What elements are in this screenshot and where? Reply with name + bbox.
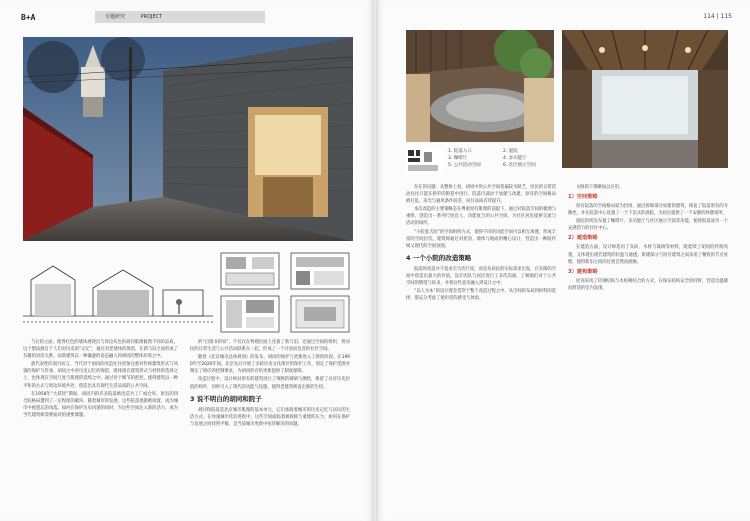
caption-item: 4. 多功能厅: [503, 156, 527, 161]
paragraph: 屋顶采用了轻钢结构与木构相结合的方式，在保证结构安全的同时，营造出温暖而舒适的室内氛围。: [568, 278, 728, 291]
paragraph: 的“白墙书的说”，不仅仅在物理层面上连接了新与旧，还通过空间的组织，将居民的日常生活与公共活动联系在一起，形成了一个开放而包容的社区空间。: [190, 340, 350, 353]
section-title: 专题研究: [105, 14, 126, 20]
section-heading-4: 4 一个小院的改造策略: [406, 253, 472, 262]
building-section-drawing: [23, 250, 213, 330]
caption-item: 6. 社区展示空间: [503, 163, 536, 168]
hutong-street-photo: [23, 37, 353, 241]
figure-caption: [448, 148, 558, 169]
section-subtitle: PROJECT: [140, 14, 163, 20]
paragraph: 在1958年“大跃进”期间，胡同内的许多院落被改造为工厂或仓库，原有的四合院格局遭到了一定程度的破坏。随着城市的发展，这些院落逐渐被闲置，成为城市中被遗忘的角落。如何在保护历史风貌的同时，为这些空间注入新的活力，成为当代建筑师需要面对的重要课题。: [23, 391, 178, 418]
left-text-column-2: [190, 339, 350, 514]
page-number: 114 | 115: [703, 13, 732, 20]
plan-thumbnail-4: [290, 295, 350, 333]
subheading-tectonic-strategy: 3）建构策略: [568, 268, 598, 275]
plan-thumbnail-2: [290, 252, 350, 290]
interior-photo: [562, 30, 728, 168]
paragraph: 就代表性的项目而言，当代对于胡同的改造往往更加注重对传统建筑形式与风貌的保护与传承。胡同之中对历史记忆的保留，既体现在建筑形式与材料的选择之上，也体现在空间尺度与肌理的延续之中。通过对于细节的把控，使得建筑以一种平和的方式与周边环境共处，创造出具有现代生活品质的公共空间。: [23, 362, 178, 389]
right-page: [376, 0, 750, 521]
paragraph: 改造过程中，设计师对原有的建筑进行了细致的调研与测绘，保留了具有历史价值的构件，同时引入了现代的功能与设施，使得老建筑焕发出新的生机。: [190, 377, 350, 390]
subheading-construction-strategy: 2）建造策略: [568, 235, 598, 242]
plan-thumbnail-3: [220, 295, 280, 333]
left-text-column-1: [23, 339, 178, 514]
paragraph: “小院套大院”的空间组织方式，使得不同的功能空间可以相互渗透，形成丰富的空间层次。建筑师通过对屋顶、墙体与地面的精心设计，营造出一种既传统又现代的空间氛围。: [406, 229, 556, 249]
site-plan-diagram: [406, 148, 444, 174]
section-heading-3: 3 说不明白的胡同和院子: [190, 394, 262, 403]
paragraph: 随着《北京城市总体规划》的发布，胡同的保护与更新进入了新的阶段。在1990年至2020年间，北京先后开展了多轮历史文化街区的保护工作，划定了保护范围并制定了相应的控制要求，为胡同的有机更新提供了制度保障。: [190, 355, 350, 375]
left-page: [0, 0, 374, 521]
paragraph: “以人为本”的设计理念贯穿于整个改造过程之中，从空间的布局到材料的选择，都充分考虑了使用者的感受与体验。: [406, 289, 556, 302]
paragraph: 本次改造的主要策略是在尊重原有肌理的前提下，通过对院落空间的梳理与重组，创造出一系列尺度宜人、功能复合的公共空间，为社区居民提供交流与活动的场所。: [406, 207, 556, 227]
plan-thumbnail-1: [220, 252, 280, 290]
paragraph: 院落的改造并不追求宏大的尺度，而是从居民的实际需求出发，在有限的空间中创造出最大的价值。设计团队与居民进行了多次沟通，了解他们对于公共空间的期望与诉求，并将这些意见融入到设计之中。: [406, 266, 556, 287]
caption-item: 3. 咖啡厅: [448, 156, 468, 161]
paragraph: 在建造方面，设计师选用了灰砖、木材与玻璃等材料，既延续了胡同的传统风貌，又体现出现代建筑的轻盈与通透。新建部分与原有建筑之间采用了精致的节点处理，使得新旧之间的过渡自然而流畅。: [568, 245, 728, 265]
brand-logo: B+A: [21, 13, 36, 22]
paragraph: 文脉的个策略加以应用。: [576, 185, 624, 190]
right-text-column-1: [406, 184, 556, 514]
caption-item: 5. 公共活动空间: [448, 163, 481, 168]
paragraph: 胡同和院落是北京城市肌理的基本单元，它们承载着城市的历史记忆与居民的生活方式。在快速城市化的进程中，这些空间面临着被拆除与重建的压力，如何在保护与发展之间找到平衡，是当前城市更新中亟待解决的问题。: [190, 407, 350, 427]
paragraph: 与后的立面，使得红色的墙体展现出与周边灰色的胡同肌理截然不同的品质。这个想法源自于人们对历史的“记忆”，通过对老墙体的保留，在新与旧之间形成了有趣的对话关系，而新建筑以一种谦逊的姿态融入到胡同的整体环境之中。: [23, 340, 178, 360]
caption-item: 1. 院落入口: [448, 149, 472, 154]
paragraph: 原有院落的空间格局较为封闭，通过拆除部分加建的建筑，恢复了院落原有的开敞性，并在院落中心设置了一个下沉式的庭院，为居民提供了一个安静的休憩场所。: [568, 204, 728, 217]
caption-item: 2. 庭院: [503, 149, 518, 154]
right-text-column-2: [568, 184, 728, 514]
paragraph: 存在的问题：从整体上看，胡同中的公共空间普遍较为缺乏，居民的日常活动往往只能在狭窄的街巷中进行。院落内部由于加建与改建，原有的空间格局被打乱，采光与通风条件较差，居住品质有待提升。: [406, 185, 556, 205]
section-header-tab: [95, 11, 265, 23]
courtyard-photo: [406, 30, 554, 142]
subheading-spatial-strategy: 1）空间策略: [568, 194, 598, 201]
paragraph: 庭院的周边布置了咖啡厅、多功能厅与社区展示空间等功能，使得院落成为一个充满活力的社区中心。: [568, 219, 728, 232]
